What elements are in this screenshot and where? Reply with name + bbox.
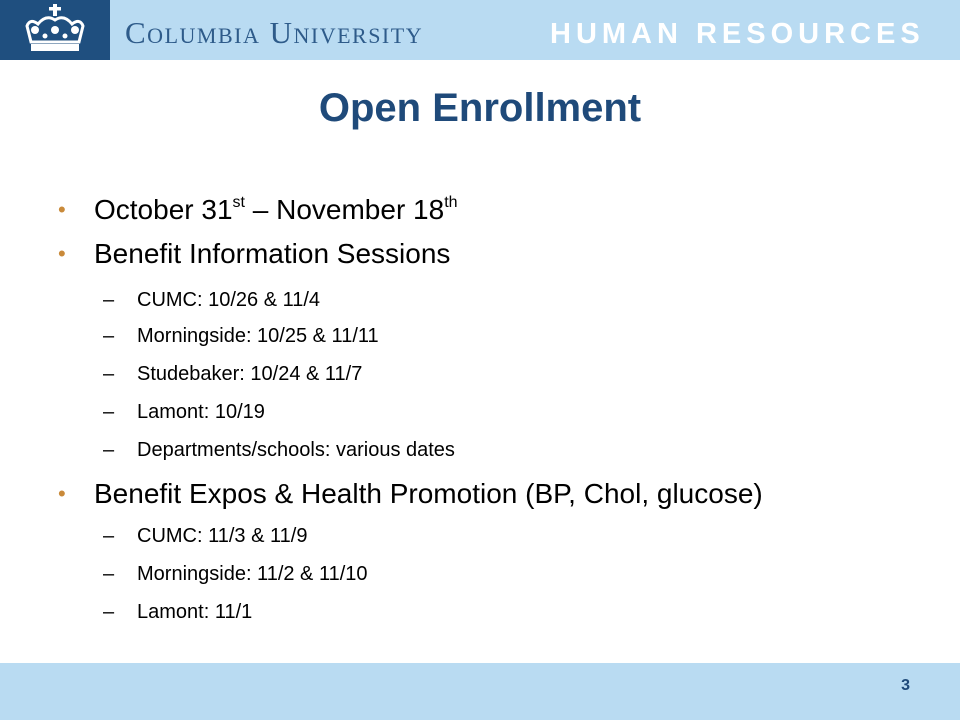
footer-bar bbox=[0, 663, 960, 720]
bullet-text: Benefit Information Sessions bbox=[94, 238, 451, 269]
bullet-text: October 31st – November 18th bbox=[94, 194, 458, 225]
page-number: 3 bbox=[901, 677, 910, 694]
university-logo bbox=[0, 0, 110, 60]
bullet-marker: • bbox=[58, 197, 66, 222]
bullet-marker: • bbox=[58, 481, 66, 506]
bullet-text: Benefit Expos & Health Promotion (BP, Chol, glucose) bbox=[94, 478, 763, 509]
university-name: Columbia University bbox=[125, 15, 424, 50]
slide-title: Open Enrollment bbox=[318, 86, 642, 130]
header-bar bbox=[0, 0, 960, 60]
department-name: HUMAN RESOURCES bbox=[550, 18, 925, 50]
crown-icon bbox=[0, 0, 110, 60]
bullet-marker: • bbox=[58, 241, 66, 266]
